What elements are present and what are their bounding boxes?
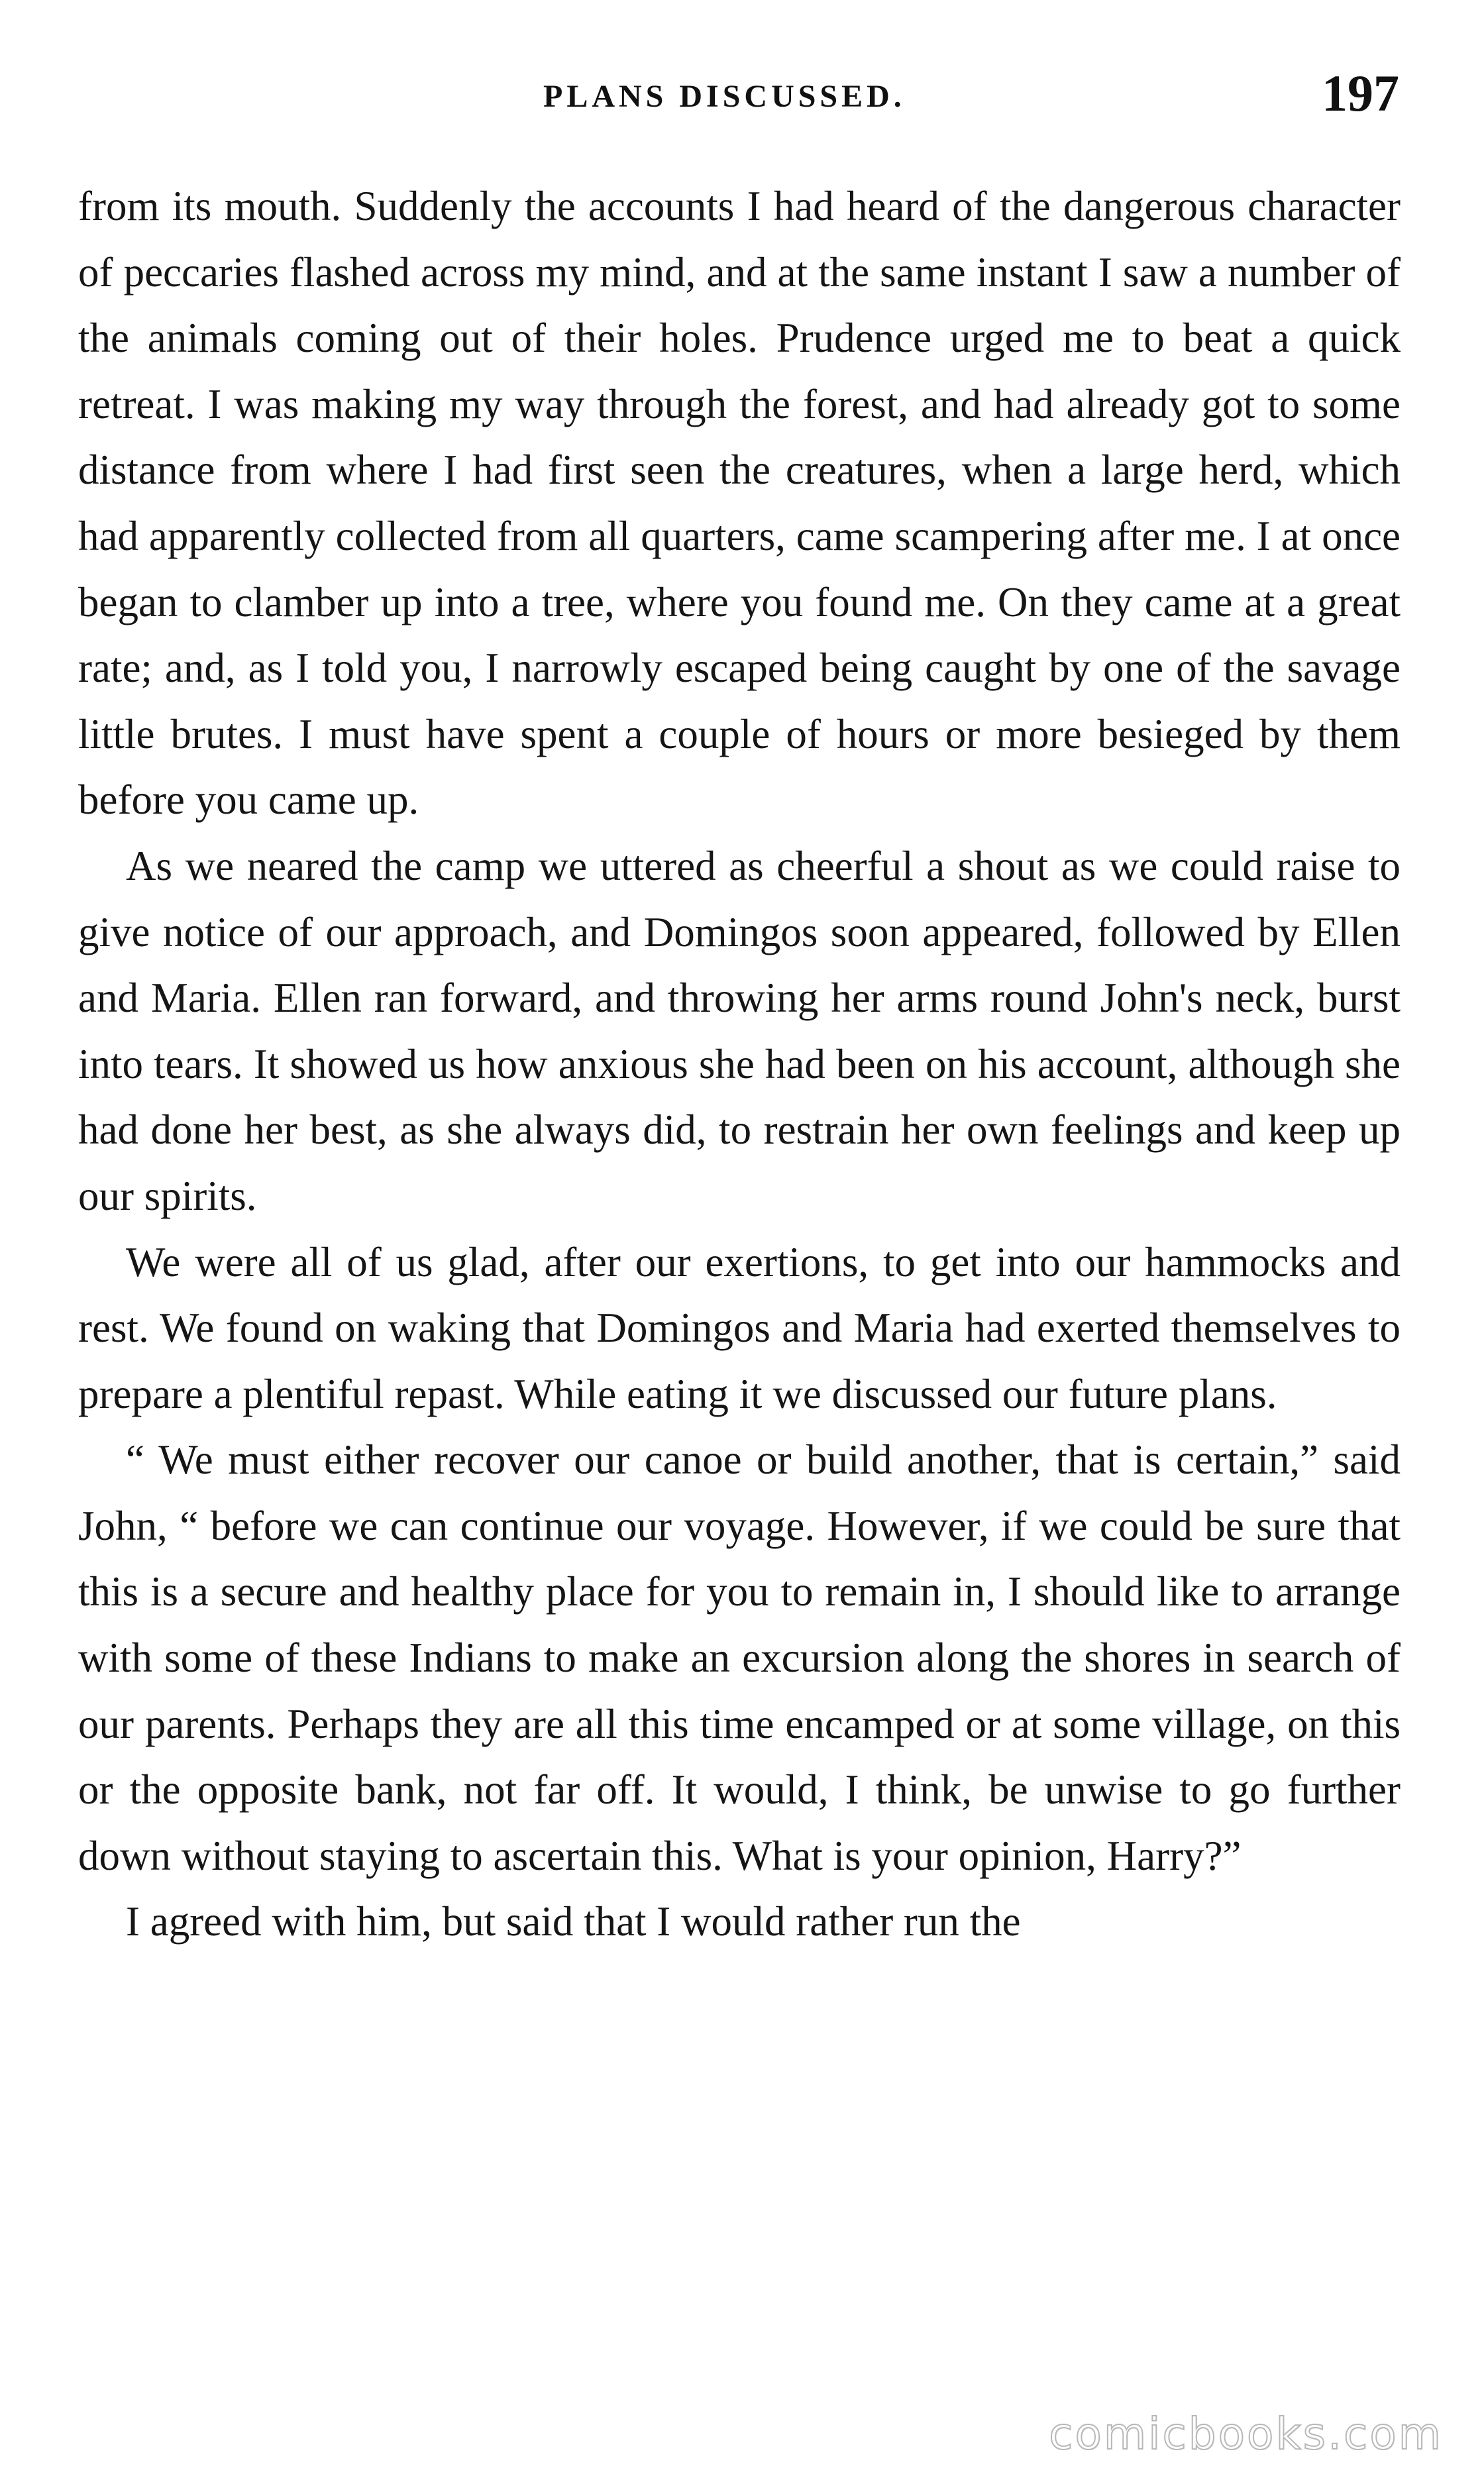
paragraph-2: As we neared the camp we uttered as cheerful a shout as we could raise to give notice of our approach, and Domingos soon appeared, followed by Ellen and Maria. Ellen ran forward, and throwing her arms round John's neck, burst into tears. It showed us how anxious she had been on his account, although she had done her best, as she always did, to restrain her own feelings and keep up our spirits.: [78, 842, 1401, 1219]
body-text: [78, 174, 1401, 1955]
paragraph-3: We were all of us glad, after our exertions, to get into our hammocks and rest. We found on waking that Domingos and Maria had exerted themselves to prepare a plentiful repast. While eating it we discussed our future plans.: [78, 1238, 1401, 1417]
watermark-text: comicbooks.com: [1049, 2408, 1443, 2459]
running-head-title: PLANS DISCUSSED.: [543, 79, 906, 114]
paragraph-4: “ We must either recover our canoe or build another, that is certain,” said John, “ before we can continue our voyage. However, if we could be sure that this is a secure and healthy place for you to remain in, I should like to arrange with some of these Indians to make an excursion along the shores in search of our parents. Perhaps they are all this time encamped or at some village, on this or the opposite bank, not far off. It would, I think, be unwise to go further down without staying to ascertain this. What is your opinion, Harry?”: [78, 1436, 1401, 1879]
page-number: 197: [1322, 64, 1399, 122]
paragraph-1: from its mouth. Suddenly the accounts I had heard of the dangerous character of peccaries flashed across my mind, and at the same instant I saw a number of the animals coming out of their holes. Prudence urged me to beat a quick retreat. I was making my way through the forest, and had already got to some distance from where I had first seen the creatures, when a large herd, which had apparently collected from all quarters, came scampering after me. I at once began to clamber up into a tree, where you found me. On they came at a great rate; and, as I told you, I narrowly escaped being caught by one of the savage little brutes. I must have spent a couple of hours or more besieged by them before you came up.: [78, 183, 1401, 824]
paragraph-5: I agreed with him, but said that I would rather run the: [126, 1898, 1021, 1945]
